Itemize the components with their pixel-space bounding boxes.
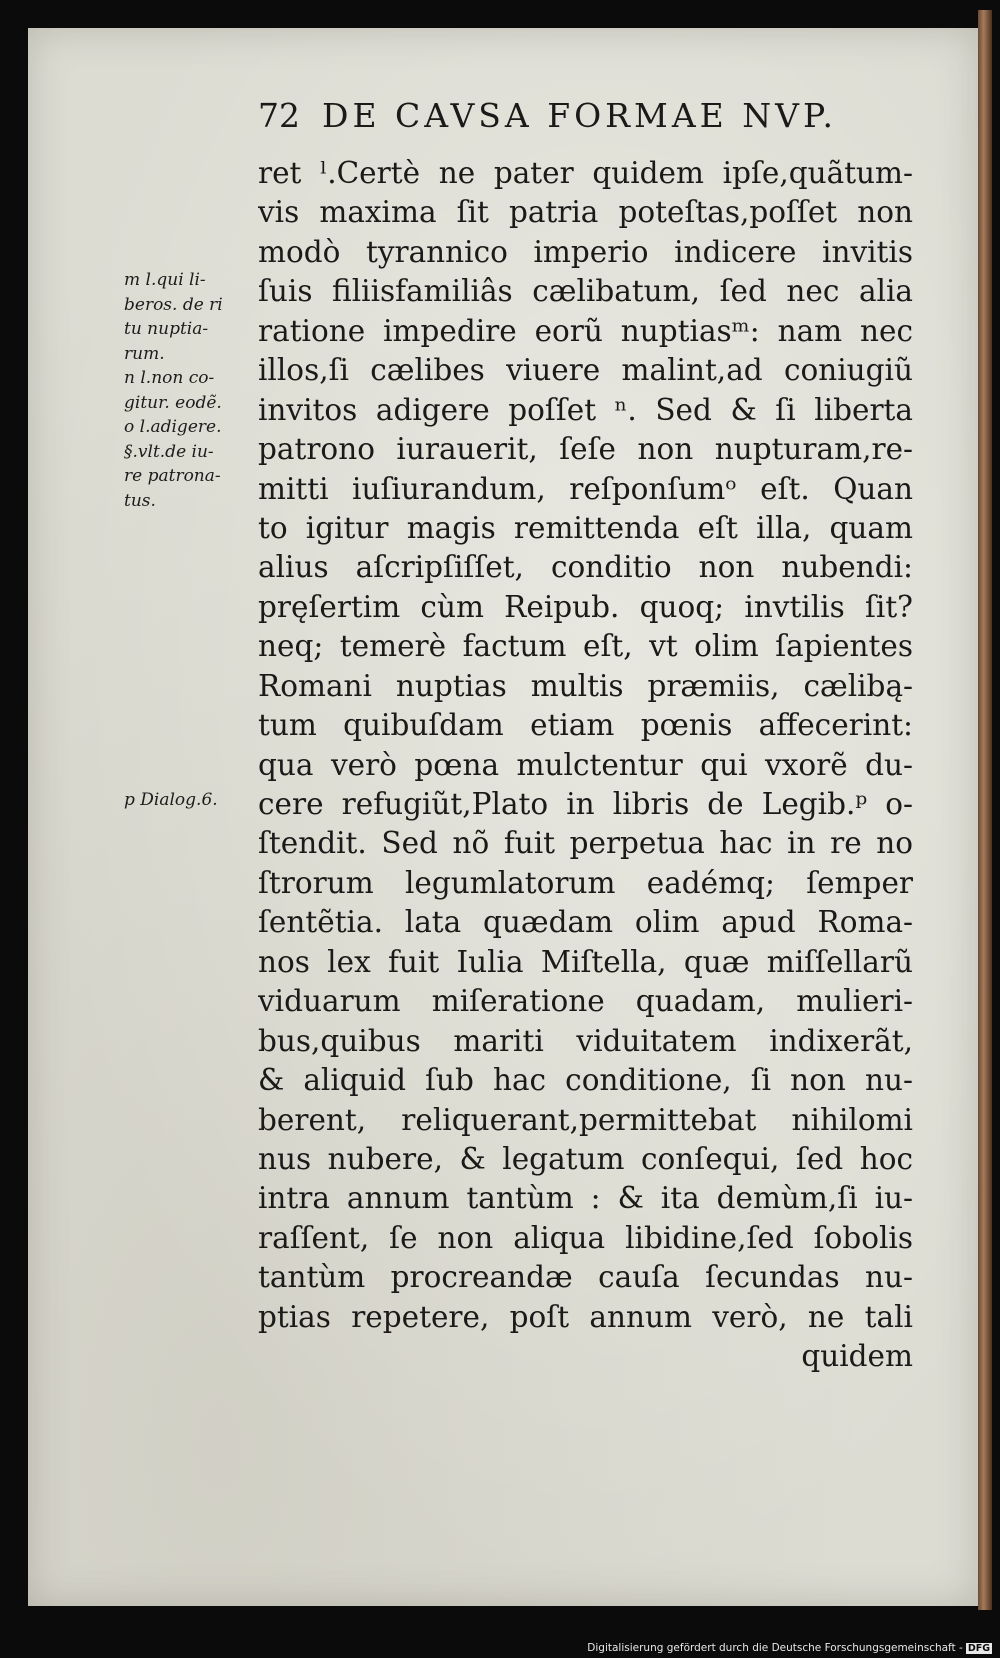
marginal-note-line: §.vlt.de iu- [124, 441, 214, 462]
text-line: quidem [801, 1339, 913, 1374]
running-title: DE CAVSA FORMAE NVP. [322, 96, 837, 135]
marginal-note-line: o l.adigere. [124, 417, 222, 437]
text-line: Romani nuptias multis præmiis, cælibą- [258, 668, 913, 703]
text-line: illos,ſi cælibes viuere malint,ad coniugiũ [258, 353, 913, 388]
text-line: & aliquid ſub hac conditione, ſi non nu- [258, 1063, 913, 1098]
marginal-note-m-n-o [124, 268, 254, 513]
text-line: intra annum tantùm : & ita demùm,ſi iu- [258, 1181, 913, 1216]
text-line: nos lex fuit Iulia Miſtella, quæ miſſellarũ [258, 944, 913, 979]
text-line: ret ˡ.Certè ne pater quidem ipſe,quãtum- [258, 156, 913, 190]
text-line: raſſent, ſe non aliqua libidine,ſed ſobolis [258, 1220, 913, 1255]
text-line: ſtrorum legumlatorum eadémq; ſemper [258, 865, 913, 900]
book-fore-edge [978, 10, 992, 1610]
marginal-note-line: n l.non co- [124, 368, 215, 388]
marginal-note-line: p Dialog.6. [124, 790, 218, 810]
text-line: ptias repetere, poſt annum verò, ne tali [258, 1299, 913, 1334]
text-line: tantùm procreandæ cauſa ſecundas nu- [258, 1260, 913, 1295]
marginal-note-line: rum. [124, 343, 165, 364]
text-line: to igitur magis remittenda eſt illa, quam [258, 510, 913, 545]
marginal-note-line: beros. de ri [124, 294, 223, 315]
marginal-note-line: tus. [124, 490, 156, 511]
dfg-logo: DFG [967, 1643, 990, 1654]
page-number: 72 [258, 96, 300, 135]
marginal-note-line: re patrona- [124, 466, 221, 486]
text-line: ſentẽtia. lata quædam olim apud Roma- [258, 905, 913, 940]
text-line: tum quibuſdam etiam pœnis affecerint: [258, 708, 913, 743]
text-line: qua verò pœna mulctentur qui vxorẽ du- [258, 747, 913, 782]
text-line: nus nubere, & legatum conſequi, ſed hoc [258, 1141, 913, 1176]
marginal-note-line: tu nuptia- [124, 319, 209, 339]
text-line: patrono iurauerit, ſeſe non nupturam,re- [258, 432, 913, 467]
dfg-footer [587, 1642, 992, 1654]
text-line: modò tyrannico imperio indicere invitis [258, 234, 913, 269]
text-line: cere refugiũt,Plato in libris de Legib.ᵖ o- [258, 787, 913, 821]
text-line: viduarum miſeratione quadam, mulieri- [258, 984, 913, 1019]
text-line: vis maxima ſit patria poteſtas,poſſet non [258, 195, 913, 230]
text-line: ſuis filiisfamiliâs cælibatum, ſed nec alia [258, 274, 913, 309]
text-line: alius aſcripſiſſet, conditio non nubendi: [258, 550, 913, 585]
running-head [258, 96, 858, 135]
marginal-note-line: m l.qui li- [124, 270, 206, 290]
text-line: mitti iuſiurandum, reſponſumᵒ eſt. Quan [258, 471, 913, 506]
dfg-footer-text: Digitalisierung gefördert durch die Deutsche Forschungsgemeinschaft - [587, 1642, 963, 1654]
text-line: pręſertim cùm Reipub. quoq; invtilis ſit? [258, 589, 913, 624]
text-line: invitos adigere poſſet ⁿ. Sed & ſi liberta [258, 392, 913, 427]
marginal-note-p [124, 788, 254, 813]
text-line: bus,quibus mariti viduitatem indixerãt, [258, 1023, 913, 1058]
text-line: berent, reliquerant,permittebat nihilomi [258, 1102, 913, 1137]
text-line: neq; temerè factum eſt, vt olim ſapientes [258, 629, 913, 664]
text-line: ſtendit. Sed nõ fuit perpetua hac in re no [258, 826, 913, 861]
body-text [258, 154, 913, 1377]
marginal-note-line: gitur. eodẽ. [124, 392, 222, 413]
text-line: ratione impedire eorũ nuptiasᵐ: nam nec [258, 313, 913, 348]
